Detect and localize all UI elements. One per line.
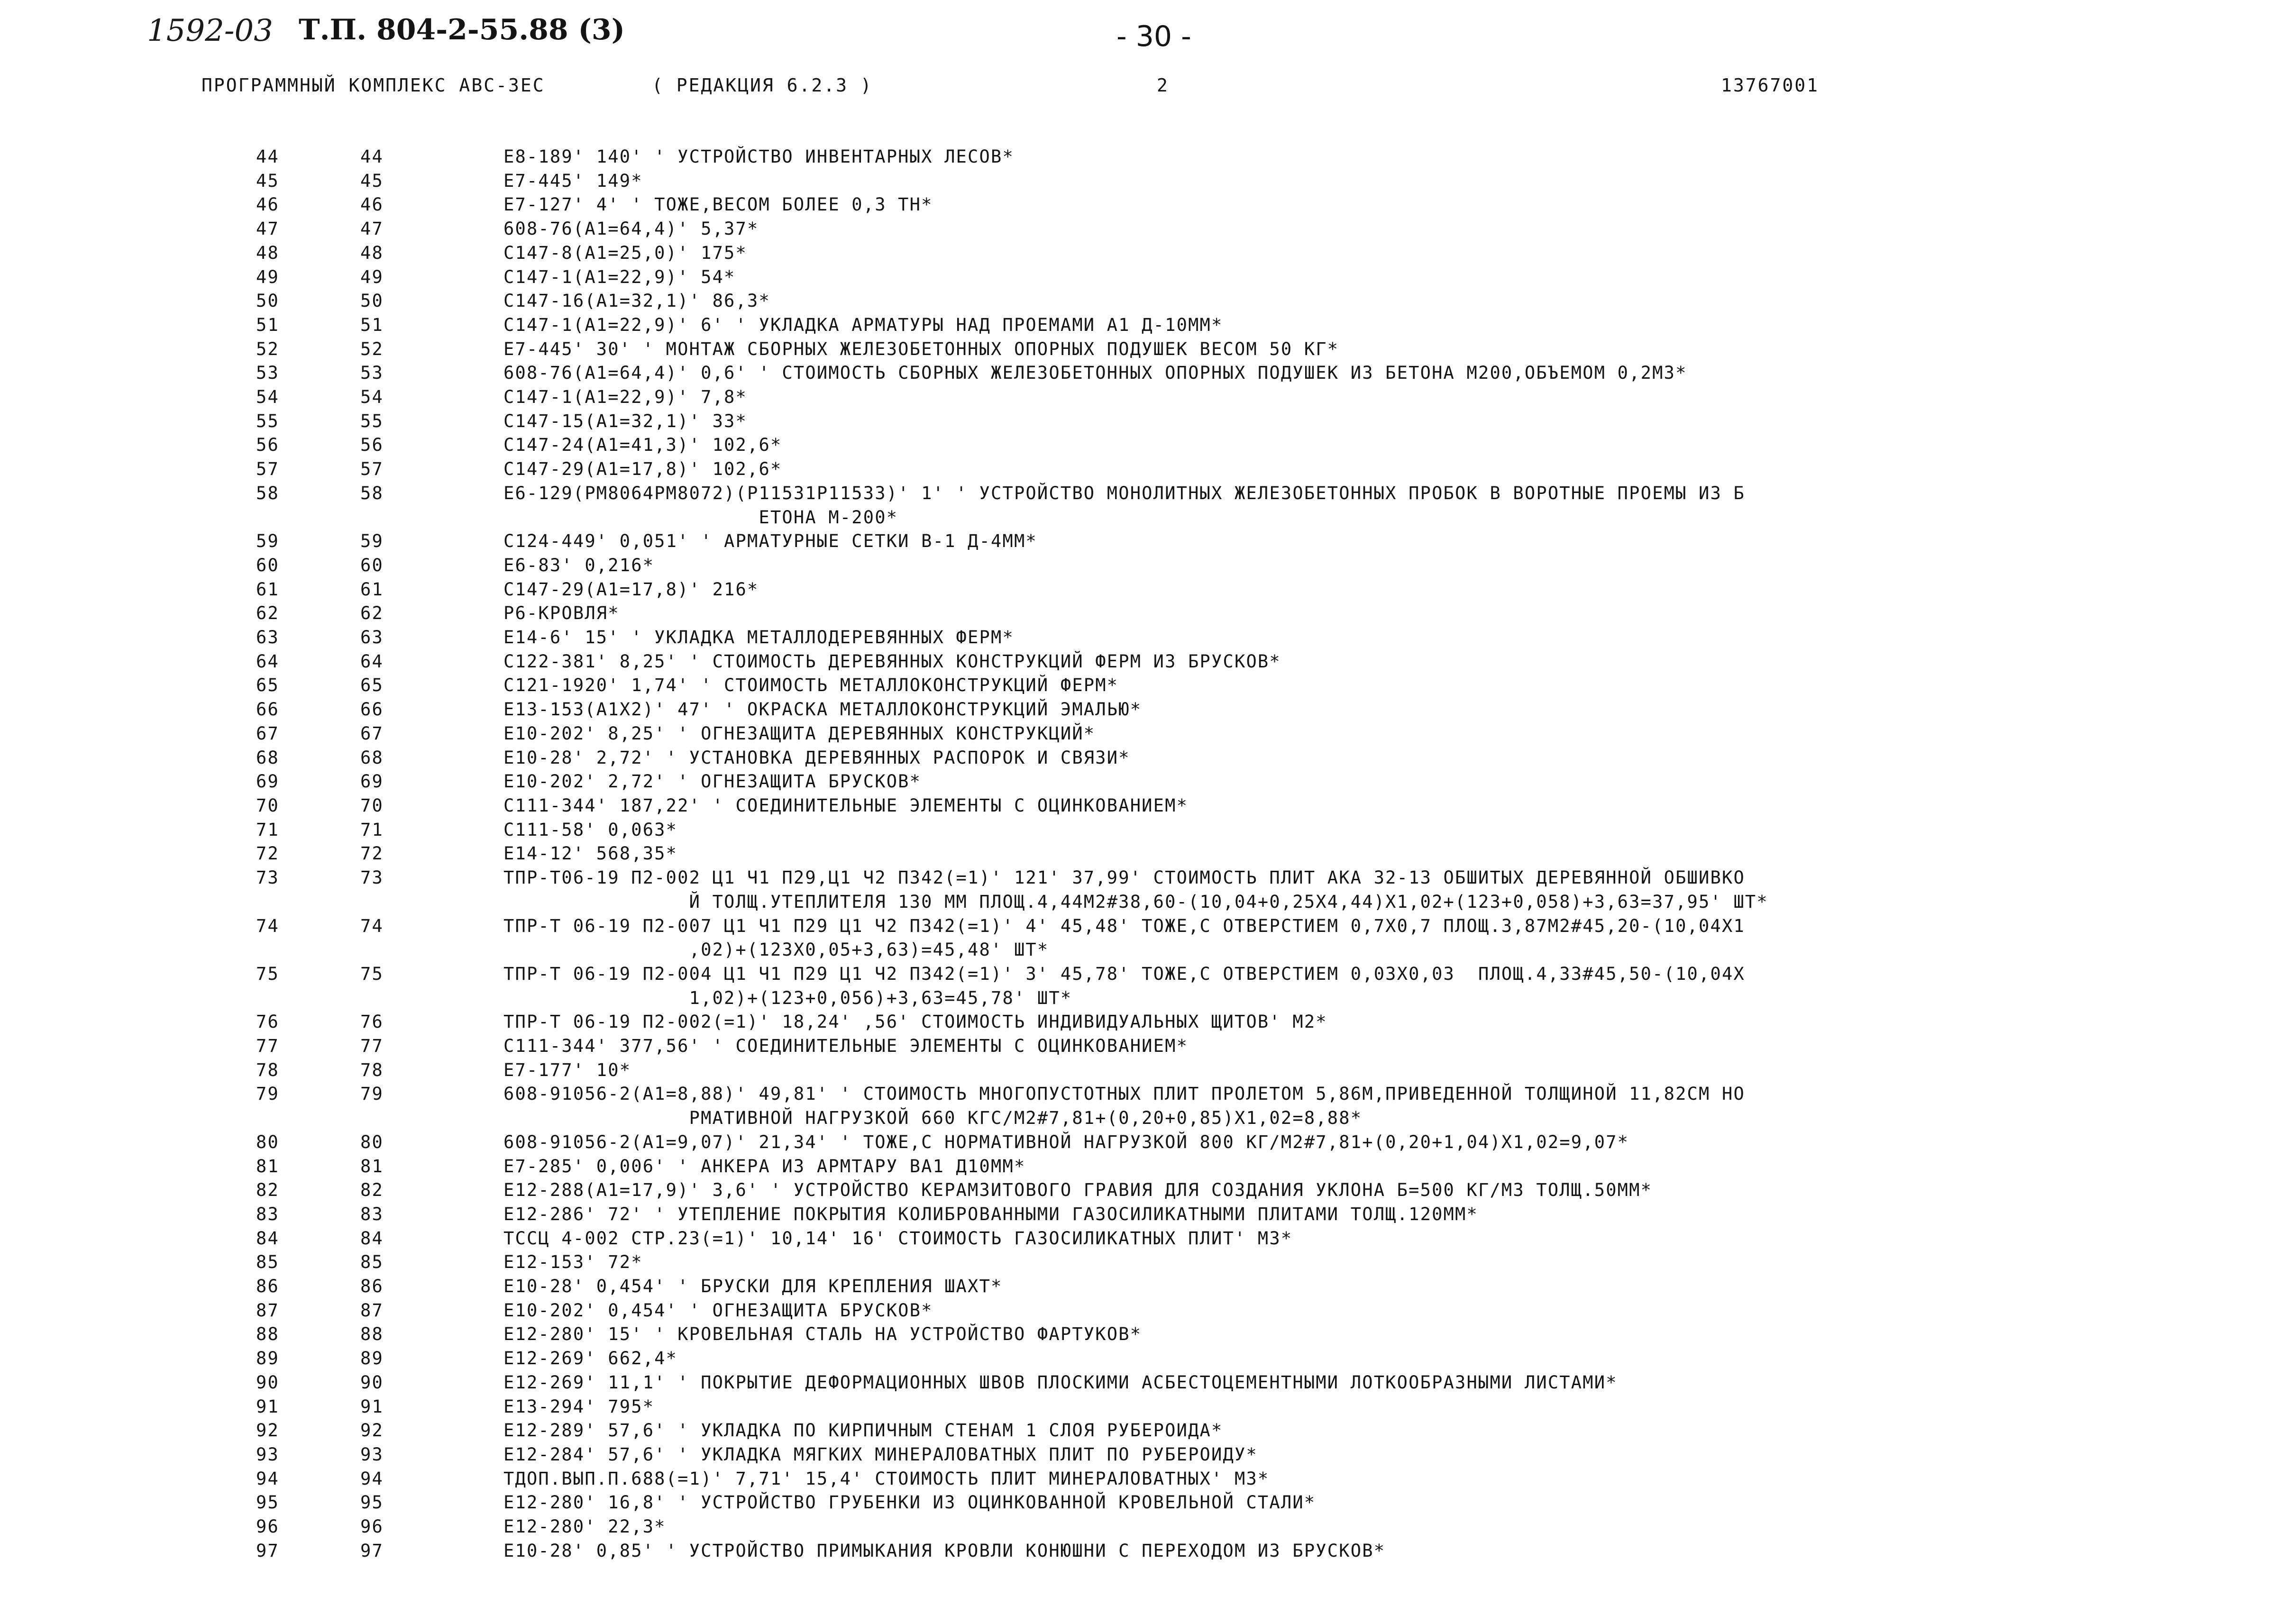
row-number-secondary: 45 [360, 170, 384, 191]
row-number-secondary: 65 [360, 675, 384, 696]
row-number-secondary: 74 [360, 915, 384, 936]
row-text: Е12-280' 16,8' ' УСТРОЙСТВО ГРУБЕНКИ ИЗ ОЦИНКОВАННОЙ КРОВЕЛЬНОЙ СТАЛИ* [503, 1492, 1316, 1513]
listing-row [0, 1491, 2296, 1515]
row-number-secondary: 82 [360, 1180, 384, 1201]
row-number-secondary: 62 [360, 603, 384, 624]
listing-row [0, 962, 2296, 1010]
row-number: 74 [256, 915, 279, 936]
row-number: 93 [256, 1444, 279, 1465]
listing-row [0, 554, 2296, 578]
row-text: Е10-28' 0,85' ' УСТРОЙСТВО ПРИМЫКАНИЯ КРОВЛИ КОНЮШНИ С ПЕРЕХОДОМ ИЗ БРУСКОВ* [503, 1540, 1386, 1561]
listing-row [0, 313, 2296, 338]
row-number: 92 [256, 1420, 279, 1441]
listing-row [0, 578, 2296, 602]
row-text: Е10-202' 0,454' ' ОГНЕЗАЩИТА БРУСКОВ* [503, 1300, 933, 1321]
row-number: 88 [256, 1324, 279, 1345]
row-number-secondary: 51 [360, 314, 384, 335]
document-title: Т.П. 804-2-55.88 (3) [299, 13, 625, 46]
row-number: 62 [256, 603, 279, 624]
row-number-secondary: 80 [360, 1131, 384, 1152]
row-number: 76 [256, 1012, 279, 1032]
row-number: 67 [256, 723, 279, 744]
row-text: Е12-269' 662,4* [503, 1348, 678, 1369]
row-number-secondary: 71 [360, 819, 384, 840]
listing-row [0, 241, 2296, 265]
listing-row [0, 289, 2296, 313]
row-text: Е7-285' 0,006' ' АНКЕРА ИЗ АРМТАРУ ВА1 Д10ММ* [503, 1156, 1026, 1177]
row-number-secondary: 47 [360, 219, 384, 239]
row-number: 50 [256, 291, 279, 311]
listing-row [0, 1034, 2296, 1058]
row-number-secondary: 46 [360, 194, 384, 215]
listing-row [0, 1299, 2296, 1323]
row-number-secondary: 87 [360, 1300, 384, 1321]
row-text: С122-381' 8,25' ' СТОИМОСТЬ ДЕРЕВЯННЫХ КОНСТРУКЦИЙ ФЕРМ ИЗ БРУСКОВ* [503, 651, 1281, 672]
row-text: С147-29(А1=17,8)' 102,6* [503, 459, 782, 480]
row-text: Е12-280' 22,3* [503, 1516, 666, 1537]
listing-row [0, 1178, 2296, 1203]
listing-rows [0, 145, 2296, 1563]
row-text: Е6-83' 0,216* [503, 555, 655, 575]
row-number-secondary: 93 [360, 1444, 384, 1465]
row-number: 61 [256, 579, 279, 600]
row-text: ТССЦ 4-002 СТР.23(=1)' 10,14' 16' СТОИМОСТЬ ГАЗОСИЛИКАТНЫХ ПЛИТ' М3* [503, 1228, 1293, 1249]
program-name: ПРОГРАММНЫЙ КОМПЛЕКС АВС-3ЕС [201, 75, 545, 96]
row-number: 84 [256, 1228, 279, 1249]
row-number: 51 [256, 314, 279, 335]
row-number: 86 [256, 1276, 279, 1297]
listing-row [0, 602, 2296, 626]
row-number-secondary: 79 [360, 1084, 384, 1104]
row-text: 608-76(А1=64,4)' 0,6' ' СТОИМОСТЬ СБОРНЫХ ЖЕЛЕЗОБЕТОННЫХ ОПОРНЫХ ПОДУШЕК ИЗ БЕТОНА М200,ОБЪЕМОМ 0,2М3* [503, 363, 1687, 383]
row-number: 55 [256, 411, 279, 431]
row-text: Е7-127' 4' ' ТОЖЕ,ВЕСОМ БОЛЕЕ 0,3 ТН* [503, 194, 933, 215]
row-number-secondary: 88 [360, 1324, 384, 1345]
row-number: 47 [256, 219, 279, 239]
row-number-secondary: 55 [360, 411, 384, 431]
row-number-secondary: 66 [360, 699, 384, 720]
row-number-secondary: 60 [360, 555, 384, 575]
listing-row [0, 193, 2296, 217]
row-number-secondary: 64 [360, 651, 384, 672]
row-number: 69 [256, 771, 279, 792]
listing-row [0, 1155, 2296, 1179]
row-number-secondary: 73 [360, 867, 384, 888]
row-number: 79 [256, 1084, 279, 1104]
row-text: Р6-КРОВЛЯ* [503, 603, 620, 624]
row-number-secondary: 95 [360, 1492, 384, 1513]
row-number: 75 [256, 963, 279, 984]
row-number-secondary: 63 [360, 627, 384, 648]
row-text: С147-16(А1=32,1)' 86,3* [503, 291, 770, 311]
row-text: Е10-202' 2,72' ' ОГНЕЗАЩИТА БРУСКОВ* [503, 771, 922, 792]
listing-row [0, 145, 2296, 169]
row-number-secondary: 70 [360, 795, 384, 816]
document-code: 13767001 [1721, 75, 1820, 96]
row-number: 85 [256, 1252, 279, 1273]
row-number: 97 [256, 1540, 279, 1561]
row-number-secondary: 44 [360, 146, 384, 167]
row-text: С147-8(А1=25,0)' 175* [503, 242, 747, 263]
row-number-secondary: 52 [360, 338, 384, 359]
listing-row [0, 482, 2296, 529]
row-number: 82 [256, 1180, 279, 1201]
listing-row [0, 1082, 2296, 1130]
row-number: 94 [256, 1468, 279, 1489]
row-text: С147-29(А1=17,8)' 216* [503, 579, 759, 600]
row-number-secondary: 81 [360, 1156, 384, 1177]
listing-row [0, 914, 2296, 962]
row-text: Е7-445' 30' ' МОНТАЖ СБОРНЫХ ЖЕЛЕЗОБЕТОННЫХ ОПОРНЫХ ПОДУШЕК ВЕСОМ 50 КГ* [503, 338, 1339, 359]
listing-row [0, 746, 2296, 770]
listing-row [0, 842, 2296, 866]
row-text: С121-1920' 1,74' ' СТОИМОСТЬ МЕТАЛЛОКОНСТРУКЦИЙ ФЕРМ* [503, 675, 1119, 696]
listing-row [0, 1275, 2296, 1299]
listing-row [0, 770, 2296, 794]
row-text: С147-1(А1=22,9)' 54* [503, 266, 736, 287]
row-text: С111-58' 0,063* [503, 819, 678, 840]
listing-row [0, 433, 2296, 457]
row-text: Е14-12' 568,35* [503, 843, 678, 864]
row-number-secondary: 48 [360, 242, 384, 263]
listing-row [0, 1443, 2296, 1467]
row-number: 77 [256, 1036, 279, 1057]
row-text: Е12-284' 57,6' ' УКЛАДКА МЯГКИХ МИНЕРАЛОВАТНЫХ ПЛИТ ПО РУБЕРОИДУ* [503, 1444, 1258, 1465]
row-number: 68 [256, 747, 279, 768]
row-text: Е10-28' 0,454' ' БРУСКИ ДЛЯ КРЕПЛЕНИЯ ШАХТ* [503, 1276, 1003, 1297]
row-text: Е10-28' 2,72' ' УСТАНОВКА ДЕРЕВЯННЫХ РАСПОРОК И СВЯЗИ* [503, 747, 1130, 768]
row-number: 44 [256, 146, 279, 167]
row-text: 608-91056-2(А1=8,88)' 49,81' ' СТОИМОСТЬ МНОГОПУСТОТНЫХ ПЛИТ ПРОЛЕТОМ 5,86М,ПРИВЕДЕННОЙ ТОЛЩИНОЙ 11,82СМ НО РМАТИВНОЙ НАГРУЗКОЙ 660 КГС/М2#7,81+(0,20+0,85)Х1,02=8,88* [503, 1084, 1745, 1129]
listing-row [0, 698, 2296, 722]
row-number-secondary: 58 [360, 483, 384, 503]
row-number-secondary: 76 [360, 1012, 384, 1032]
row-number: 78 [256, 1059, 279, 1080]
handwritten-number: 1592-03 [147, 13, 273, 48]
row-text: С147-1(А1=22,9)' 6' ' УКЛАДКА АРМАТУРЫ НАД ПРОЕМАМИ А1 Д-10ММ* [503, 314, 1223, 335]
row-number-secondary: 90 [360, 1372, 384, 1393]
row-number: 73 [256, 867, 279, 888]
row-text: Е8-189' 140' ' УСТРОЙСТВО ИНВЕНТАРНЫХ ЛЕСОВ* [503, 146, 1014, 167]
row-number-secondary: 54 [360, 387, 384, 408]
row-number: 64 [256, 651, 279, 672]
listing-row [0, 385, 2296, 410]
row-number: 71 [256, 819, 279, 840]
row-text: Е13-153(А1Х2)' 47' ' ОКРАСКА МЕТАЛЛОКОНСТРУКЦИЙ ЭМАЛЬЮ* [503, 699, 1142, 720]
row-number-secondary: 72 [360, 843, 384, 864]
listing-row [0, 1419, 2296, 1443]
row-number: 89 [256, 1348, 279, 1369]
row-number: 63 [256, 627, 279, 648]
row-number-secondary: 67 [360, 723, 384, 744]
listing-row [0, 457, 2296, 482]
listing-row [0, 1131, 2296, 1155]
row-number: 96 [256, 1516, 279, 1537]
listing-row [0, 338, 2296, 362]
sheet-number: 2 [1157, 75, 1169, 96]
listing-row [0, 217, 2296, 241]
row-number-secondary: 68 [360, 747, 384, 768]
row-text: Е12-269' 11,1' ' ПОКРЫТИЕ ДЕФОРМАЦИОННЫХ ШВОВ ПЛОСКИМИ АСБЕСТОЦЕМЕНТНЫМИ ЛОТКООБРАЗНЫМИ ЛИСТАМИ* [503, 1372, 1618, 1393]
listing-row [0, 626, 2296, 650]
row-number-secondary: 83 [360, 1204, 384, 1224]
row-text: Е10-202' 8,25' ' ОГНЕЗАЩИТА ДЕРЕВЯННЫХ КОНСТРУКЦИЙ* [503, 723, 1096, 744]
row-text: С111-344' 377,56' ' СОЕДИНИТЕЛЬНЫЕ ЭЛЕМЕНТЫ С ОЦИНКОВАНИЕМ* [503, 1036, 1189, 1057]
row-number-secondary: 97 [360, 1540, 384, 1561]
row-number-secondary: 50 [360, 291, 384, 311]
row-number-secondary: 89 [360, 1348, 384, 1369]
row-text: Е14-6' 15' ' УКЛАДКА МЕТАЛЛОДЕРЕВЯННЫХ ФЕРМ* [503, 627, 1014, 648]
listing-row [0, 650, 2296, 674]
row-number: 91 [256, 1396, 279, 1417]
row-number: 70 [256, 795, 279, 816]
row-number: 49 [256, 266, 279, 287]
row-number-secondary: 84 [360, 1228, 384, 1249]
row-text: Е12-153' 72* [503, 1252, 643, 1273]
listing-row [0, 866, 2296, 914]
row-number-secondary: 94 [360, 1468, 384, 1489]
row-number: 58 [256, 483, 279, 503]
listing-row [0, 794, 2296, 818]
row-number-secondary: 78 [360, 1059, 384, 1080]
row-text: С147-24(А1=41,3)' 102,6* [503, 435, 782, 456]
row-number: 81 [256, 1156, 279, 1177]
row-text: Е12-280' 15' ' КРОВЕЛЬНАЯ СТАЛЬ НА УСТРОЙСТВО ФАРТУКОВ* [503, 1324, 1142, 1345]
listing-row [0, 1058, 2296, 1083]
listing-row [0, 169, 2296, 193]
listing-row [0, 410, 2296, 434]
row-number: 56 [256, 435, 279, 456]
row-number-secondary: 96 [360, 1516, 384, 1537]
row-number-secondary: 75 [360, 963, 384, 984]
row-number: 80 [256, 1131, 279, 1152]
row-number: 59 [256, 531, 279, 552]
listing-row [0, 1371, 2296, 1395]
row-number: 95 [256, 1492, 279, 1513]
row-text: С111-344' 187,22' ' СОЕДИНИТЕЛЬНЫЕ ЭЛЕМЕНТЫ С ОЦИНКОВАНИЕМ* [503, 795, 1189, 816]
row-number-secondary: 86 [360, 1276, 384, 1297]
listing-row [0, 722, 2296, 746]
row-number-secondary: 61 [360, 579, 384, 600]
row-text: ТПР-Т06-19 П2-002 Ц1 Ч1 П29,Ц1 Ч2 П342(=1)' 121' 37,99' СТОИМОСТЬ ПЛИТ АКА 32-13 ОБШИТЫХ ДЕРЕВЯННОЙ ОБШИВКО Й ТОЛЩ.УТЕПЛИТЕЛЯ 130 ММ ПЛОЩ.4,44М2#38,60-(10,04+0,25Х4,44)Х1,02+(123+0,058)+3,63=37,95' ШТ* [503, 867, 1768, 912]
row-number: 52 [256, 338, 279, 359]
row-text: ТПР-Т 06-19 П2-004 Ц1 Ч1 П29 Ц1 Ч2 П342(=1)' 3' 45,78' ТОЖЕ,С ОТВЕРСТИЕМ 0,03Х0,03 ПЛОЩ.4,33#45,50-(10,04Х 1,02)+(123+0,056)+3,63=45,78' ШТ* [503, 963, 1745, 1008]
row-text: Е12-289' 57,6' ' УКЛАДКА ПО КИРПИЧНЫМ СТЕНАМ 1 СЛОЯ РУБЕРОИДА* [503, 1420, 1223, 1441]
row-number: 57 [256, 459, 279, 480]
row-number: 45 [256, 170, 279, 191]
listing-row [0, 1323, 2296, 1347]
row-number-secondary: 57 [360, 459, 384, 480]
row-number: 66 [256, 699, 279, 720]
listing-row [0, 1539, 2296, 1563]
row-number-secondary: 91 [360, 1396, 384, 1417]
listing-row [0, 1227, 2296, 1251]
row-number: 72 [256, 843, 279, 864]
row-number-secondary: 85 [360, 1252, 384, 1273]
listing-row [0, 1010, 2296, 1034]
listing-row [0, 529, 2296, 554]
listing-row [0, 674, 2296, 698]
listing-row [0, 1203, 2296, 1227]
row-text: ТПР-Т 06-19 П2-002(=1)' 18,24' ,56' СТОИМОСТЬ ИНДИВИДУАЛЬНЫХ ЩИТОВ' М2* [503, 1012, 1327, 1032]
listing-row [0, 818, 2296, 842]
listing-row [0, 1515, 2296, 1539]
row-number: 87 [256, 1300, 279, 1321]
row-number: 90 [256, 1372, 279, 1393]
row-number: 83 [256, 1204, 279, 1224]
row-number-secondary: 49 [360, 266, 384, 287]
row-text: Е12-288(А1=17,9)' 3,6' ' УСТРОЙСТВО КЕРАМЗИТОВОГО ГРАВИЯ ДЛЯ СОЗДАНИЯ УКЛОНА Б=500 КГ/М3 ТОЛЩ.50ММ* [503, 1180, 1653, 1201]
row-text: Е13-294' 795* [503, 1396, 655, 1417]
row-text: Е7-445' 149* [503, 170, 643, 191]
row-text: Е12-286' 72' ' УТЕПЛЕНИЕ ПОКРЫТИЯ КОЛИБРОВАННЫМИ ГАЗОСИЛИКАТНЫМИ ПЛИТАМИ ТОЛЩ.120ММ* [503, 1204, 1478, 1224]
program-version: ( РЕДАКЦИЯ 6.2.3 ) [652, 75, 873, 96]
page-number: - 30 - [1116, 20, 1191, 53]
listing-row [0, 1395, 2296, 1419]
row-text: ТДОП.ВЫП.П.688(=1)' 7,71' 15,4' СТОИМОСТЬ ПЛИТ МИНЕРАЛОВАТНЫХ' М3* [503, 1468, 1270, 1489]
row-number-secondary: 59 [360, 531, 384, 552]
row-text: Е6-129(РМ8064РМ8072)(Р11531Р11533)' 1' ' УСТРОЙСТВО МОНОЛИТНЫХ ЖЕЛЕЗОБЕТОННЫХ ПРОБОК В ВОРОТНЫЕ ПРОЕМЫ ИЗ Б ЕТОНА М-200* [503, 483, 1745, 528]
row-text: 608-76(А1=64,4)' 5,37* [503, 219, 759, 239]
listing-row [0, 361, 2296, 385]
row-number: 60 [256, 555, 279, 575]
row-number-secondary: 53 [360, 363, 384, 383]
row-number: 65 [256, 675, 279, 696]
row-number: 54 [256, 387, 279, 408]
row-number-secondary: 56 [360, 435, 384, 456]
listing-row [0, 1467, 2296, 1491]
row-number-secondary: 92 [360, 1420, 384, 1441]
row-text: Е7-177' 10* [503, 1059, 631, 1080]
row-number: 48 [256, 242, 279, 263]
row-text: С124-449' 0,051' ' АРМАТУРНЫЕ СЕТКИ В-1 Д-4ММ* [503, 531, 1037, 552]
listing-row [0, 265, 2296, 290]
row-number-secondary: 77 [360, 1036, 384, 1057]
row-number: 46 [256, 194, 279, 215]
row-text: 608-91056-2(А1=9,07)' 21,34' ' ТОЖЕ,С НОРМАТИВНОЙ НАГРУЗКОЙ 800 КГ/М2#7,81+(0,20+1,04)Х1,02=9,07* [503, 1131, 1629, 1152]
row-text: ТПР-Т 06-19 П2-007 Ц1 Ч1 П29 Ц1 Ч2 П342(=1)' 4' 45,48' ТОЖЕ,С ОТВЕРСТИЕМ 0,7Х0,7 ПЛОЩ.3,87М2#45,20-(10,04Х1 ,02)+(123Х0,05+3,63)=45,48' ШТ* [503, 915, 1745, 960]
listing-row [0, 1347, 2296, 1371]
listing-row [0, 1250, 2296, 1275]
row-number: 53 [256, 363, 279, 383]
row-text: С147-15(А1=32,1)' 33* [503, 411, 747, 431]
row-number-secondary: 69 [360, 771, 384, 792]
row-text: С147-1(А1=22,9)' 7,8* [503, 387, 747, 408]
